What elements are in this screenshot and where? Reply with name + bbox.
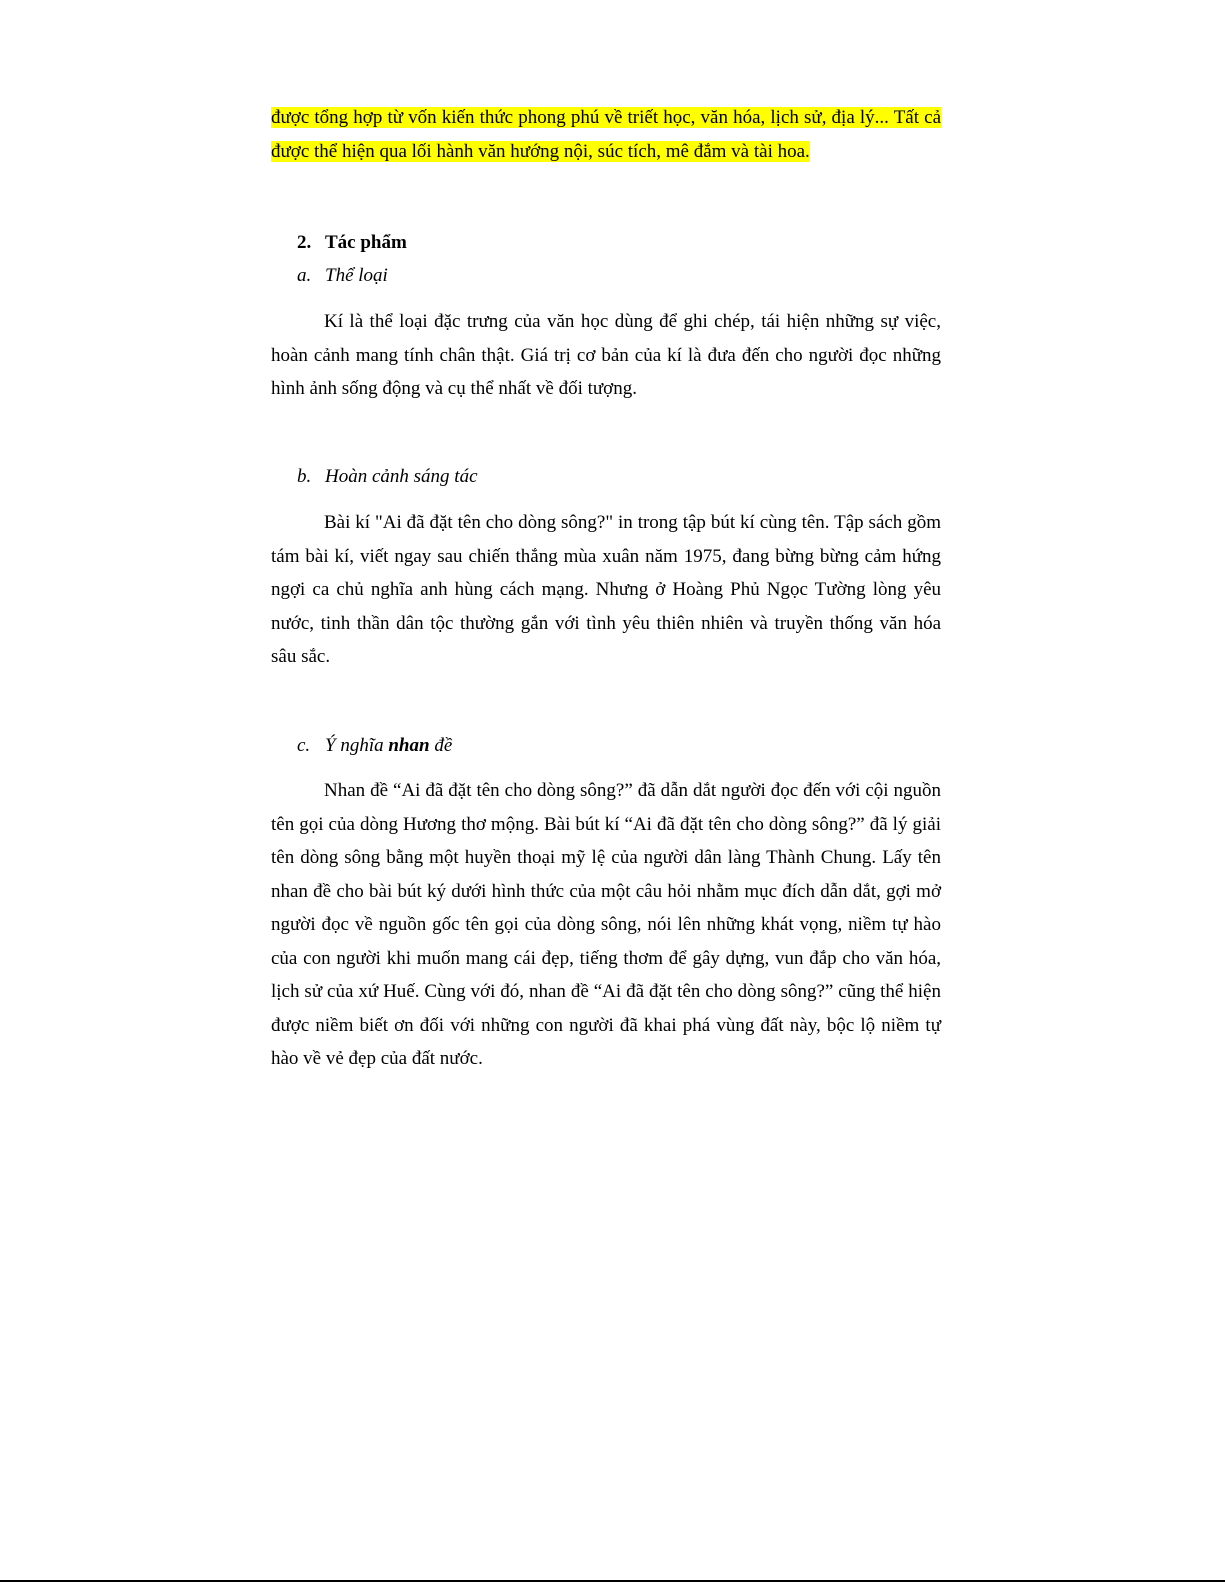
subheading-a-marker: a. [297, 265, 312, 286]
subheading-a [297, 261, 388, 291]
subheading-c-marker: c. [297, 735, 311, 756]
subheading-b-title: Hoàn cảnh sáng tác [325, 466, 478, 487]
section-title: Tác phẩm [325, 232, 407, 253]
subheading-c-title-part3: đề [429, 735, 453, 756]
subheading-c-title-bold: nhan [388, 735, 430, 756]
intro-paragraph [271, 101, 941, 168]
paragraph-context: Bài kí "Ai đã đặt tên cho dòng sông?" in trong tập bút kí cùng tên. Tập sách gồm tám bài kí, viết ngay sau chiến thắng mùa xuân năm 1975, đang bừng bừng cảm hứng ngợi ca chủ nghĩa anh hùng cách mạng. Nhưng ở Hoàng Phủ Ngọc Tường lòng yêu nước, tinh thần dân tộc thường gắn với tình yêu thiên nhiên và truyền thống văn hóa sâu sắc. [271, 512, 941, 667]
subheading-c [297, 731, 452, 761]
highlighted-text: được tổng hợp từ vốn kiến thức phong phú về triết học, văn hóa, lịch sử, địa lý... Tất cả được thể hiện qua lối hành văn hướng nội, súc tích, mê đắm và tài hoa. [271, 107, 941, 162]
page-bottom-rule [0, 1580, 1225, 1582]
paragraph-title-meaning: Nhan đề “Ai đã đặt tên cho dòng sông?” đã dẫn dắt người đọc đến với cội nguồn tên gọi của dòng Hương thơ mộng. Bài bút kí “Ai đã đặt tên cho dòng sông?” đã lý giải tên dòng sông bằng một huyền thoại mỹ lệ của người dân làng Thành Chung. Lấy tên nhan đề cho bài bút ký dưới hình thức của một câu hỏi nhằm mục đích dẫn dắt, gợi mở người đọc về nguồn gốc tên gọi của dòng sông, nói lên những khát vọng, niềm tự hào của con người khi muốn mang cái đẹp, tiếng thơm để gây dựng, vun đắp cho văn hóa, lịch sử của xứ Huế. Cùng với đó, nhan đề “Ai đã đặt tên cho dòng sông?” cũng thể hiện được niềm biết ơn đối với những con người đã khai phá vùng đất này, bộc lộ niềm tự hào về vẻ đẹp của đất nước. [271, 780, 941, 1069]
paragraph-genre: Kí là thể loại đặc trưng của văn học dùng để ghi chép, tái hiện những sự việc, hoàn cảnh mang tính chân thật. Giá trị cơ bản của kí là đưa đến cho người đọc những hình ảnh sống động và cụ thể nhất về đối tượng. [271, 311, 941, 399]
section-heading [297, 228, 407, 258]
subheading-b-marker: b. [297, 466, 312, 487]
subheading-a-title: Thể loại [325, 265, 388, 286]
subheading-c-title-part1: Ý nghĩa [325, 735, 389, 756]
subheading-b [297, 462, 478, 492]
section-number: 2. [297, 232, 312, 253]
